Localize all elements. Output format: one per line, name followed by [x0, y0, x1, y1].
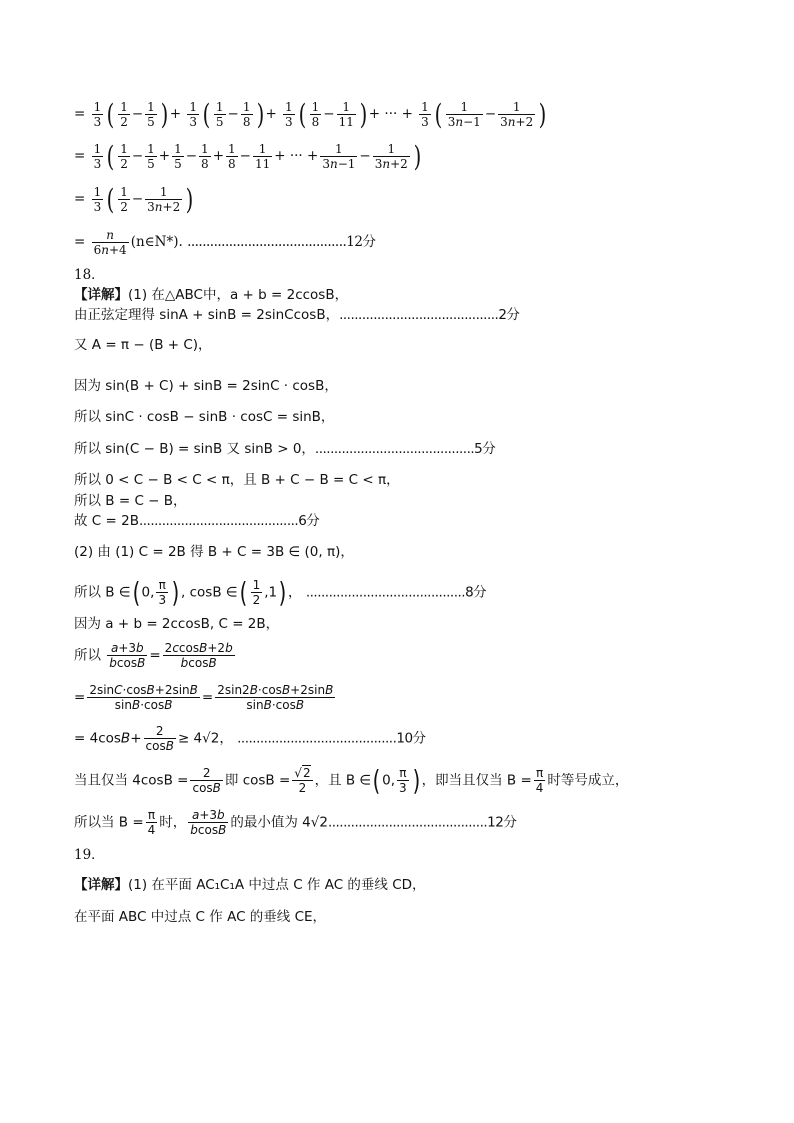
q18-line-17: 所以当 B = $\frac{\pi}{4}$ 时， $\frac{a+3b}{bcosB}$ 的最小值为 4√2..........................................12分 [74, 808, 517, 837]
q18-line-13: 所以 $\frac{a+3b}{bcosB}$ = $\frac{2ccosB+2b}{bcosB}$ [74, 641, 233, 670]
q18-line-2: 由正弦定理得 sinA + sinB = 2sinCcosB，..........................................2分 [74, 307, 520, 323]
sum-line-3: = $\frac{1}{3}$ ( $\frac{1}{2}$ − $\frac{1}{3n+2}$ ) [74, 182, 194, 216]
q18-line-12: 因为 a + b = 2ccosB, C = 2B， [74, 616, 280, 632]
q18-line-10: (2) 由 (1) C = 2B 得 B + C = 3B ∈ (0, π)， [74, 544, 354, 560]
q18-line-14: = $\frac{2\sin C\cdot\cos B+2\sin B}{\sin B\cdot\cos B}$ = $\frac{2\sin 2B\cdot\cos B+2\sin B}{\sin B\cdot\cos B}$ [74, 683, 334, 712]
q18-line-9: 故 C = 2B..........................................6分 [74, 513, 320, 529]
q18-line-7: 所以 0 < C − B < C < π，且 B + C − B = C < π， [74, 472, 400, 488]
sum-line-2: = $\frac{1}{3}$ ( $\frac{1}{2}$ − $\frac{1}{5}$ + $\frac{1}{5}$ − $\frac{1}{8}$ + $\frac{1}{8}$ − $\frac{1}{11}$ + ··· + $\frac{1}{3n-1}$ − $\frac{1}{3n+2}$ ) [74, 139, 422, 173]
sum-line-4: = $\frac{n}{6n+4}$ (n∈N*). ..........................................12分 [74, 228, 376, 257]
question-18-number: 18． [74, 267, 105, 283]
q19-line-1: 【详解】(1) 在平面 AC₁C₁A 中过点 C 作 AC 的垂线 CD， [74, 877, 426, 893]
q18-line-4: 因为 sin(B + C) + sinB = 2sinC · cosB， [74, 378, 338, 394]
q19-line-2: 在平面 ABC 中过点 C 作 AC 的垂线 CE， [74, 909, 327, 925]
q18-line-1: 【详解】(1) 在△ABC中，a + b = 2ccosB， [74, 287, 349, 303]
question-19-number: 19． [74, 847, 105, 863]
sum-line-1: = $\frac{1}{3}$ ( $\frac{1}{2}$ − $\frac{1}{5}$ ) + $\frac{1}{3}$ ( $\frac{1}{5}$ − $\frac{1}{8}$ ) + $\frac{1}{3}$ ( $\frac{1}{8}$ − $\frac{1}{11}$ ) + ··· + $\frac{1}{3}$ ( $\frac{1}{3n-1}$ − $\frac{1}{3n+2}$ ) [74, 97, 547, 131]
q18-line-11: 所以 B ∈( 0, $\frac{\pi}{3}$ ) , cosB ∈( $\frac{1}{2}$ ,1) ， ..........................................8分 [74, 575, 487, 609]
q18-line-15: = 4cosB+ $\frac{2}{\cos B}$ ≥ 4√2， ..........................................10分 [74, 724, 426, 753]
q18-line-5: 所以 sinC · cosB − sinB · cosC = sinB， [74, 409, 335, 425]
q18-line-6: 所以 sin(C − B) = sinB 又 sinB > 0，..........................................5分 [74, 441, 496, 457]
q18-line-16: 当且仅当 4cosB = $\frac{2}{\cos B}$ 即 cosB = $\frac{√2}{2}$ ，且 B ∈( 0, $\frac{\pi}{3}$ ) ，即当且仅当 B = $\frac{\pi}{4}$ 时等号成立， [74, 763, 629, 797]
q18-line-3: 又 A = π − (B + C)， [74, 337, 212, 353]
q18-line-8: 所以 B = C − B， [74, 493, 187, 509]
